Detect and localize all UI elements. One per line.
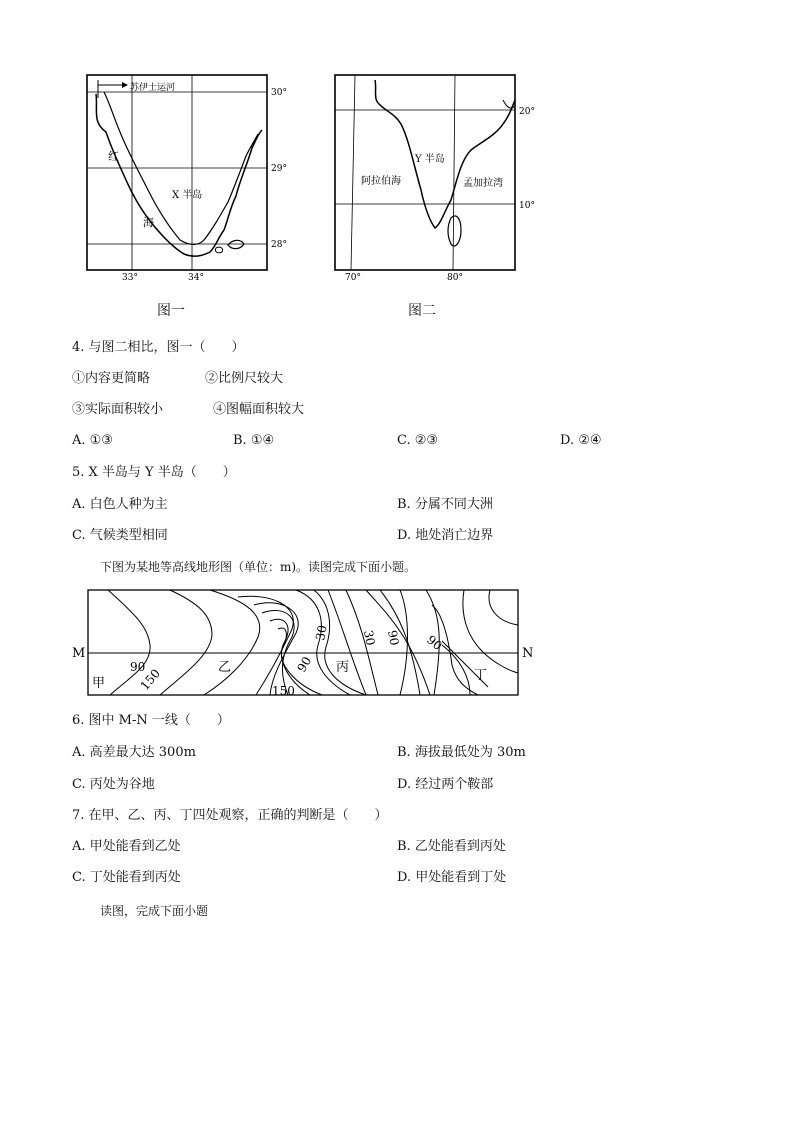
yi-label: 乙: [218, 660, 232, 675]
q4-choice-b[interactable]: B. ①④: [233, 433, 275, 448]
bing-label: 丙: [336, 660, 350, 675]
q7-choice-b[interactable]: B. 乙处能看到丙处: [397, 839, 506, 854]
lat-29-label: 29°: [271, 164, 287, 174]
lon-34-label: 34°: [188, 273, 204, 283]
q4-choice-d[interactable]: D. ②④: [560, 433, 602, 448]
contour-150-bottom: 150: [272, 684, 295, 698]
lon-70-label: 70°: [345, 273, 361, 283]
q4-choice-a[interactable]: A. ①③: [72, 433, 113, 448]
bay-of-bengal-label: 孟加拉湾: [463, 178, 503, 189]
contour-90-left: 90: [130, 660, 146, 674]
q6-choice-d[interactable]: D. 经过两个鞍部: [397, 777, 494, 792]
q5-choice-a[interactable]: A. 白色人种为主: [72, 497, 168, 512]
lat-20-label: 20°: [519, 107, 535, 117]
lon-33-label: 33°: [122, 273, 138, 283]
q4-option-4: ④图幅面积较大: [213, 402, 305, 417]
contour-30-a: 30: [313, 624, 330, 642]
sea-label: 海: [143, 216, 154, 229]
q7-choice-c[interactable]: C. 丁处能看到丙处: [72, 870, 181, 885]
q4-option-1: ①内容更简略: [72, 371, 151, 386]
y-peninsula-label: Y 半岛: [415, 154, 445, 165]
lat-10-label: 10°: [519, 201, 535, 211]
q5-choice-b[interactable]: B. 分属不同大洲: [397, 497, 493, 512]
q6-stem: 6. 图中 M-N 一线（ ）: [72, 713, 230, 728]
arabian-sea-label: 阿拉伯海: [361, 176, 401, 187]
q5-stem: 5. X 半岛与 Y 半岛（ ）: [72, 465, 236, 480]
q5-choice-c[interactable]: C. 气候类型相同: [72, 528, 168, 543]
q7-choice-d[interactable]: D. 甲处能看到丁处: [397, 870, 507, 885]
contour-90-mid: 90: [294, 654, 315, 675]
q4-option-2: ②比例尺较大: [205, 371, 284, 386]
q7-choice-a[interactable]: A. 甲处能看到乙处: [72, 839, 181, 854]
lat-30-label: 30°: [271, 88, 287, 98]
intro-next: 读图，完成下面小题: [100, 904, 209, 918]
figure-2-caption: 图二: [408, 303, 436, 319]
q6-choice-b[interactable]: B. 海拔最低处为 30m: [397, 745, 526, 760]
ding-label: 丁: [474, 668, 488, 683]
m-label: M: [72, 646, 86, 661]
lat-28-label: 28°: [271, 240, 287, 250]
contour-150-left: 150: [137, 666, 164, 693]
lon-80-label: 80°: [447, 273, 463, 283]
contour-30-b: 30: [361, 629, 378, 647]
red-label: 红: [108, 150, 119, 163]
figure-1-map: [80, 70, 310, 285]
q4-stem: 4. 与图二相比，图一（ ）: [72, 340, 245, 355]
q6-choice-a[interactable]: A. 高差最大达 300m: [72, 745, 196, 760]
q4-choice-c[interactable]: C. ②③: [397, 433, 439, 448]
q5-choice-d[interactable]: D. 地处消亡边界: [397, 528, 494, 543]
intro-contour: 下图为某地等高线地形图（单位：m)。读图完成下面小题。: [100, 560, 417, 574]
x-peninsula-label: X 半岛: [172, 190, 203, 201]
contour-map: [70, 585, 540, 705]
n-label: N: [522, 646, 534, 661]
jia-label: 甲: [92, 676, 106, 691]
q6-choice-c[interactable]: C. 丙处为谷地: [72, 777, 155, 792]
contour-90-right-a: 90: [385, 629, 402, 647]
q7-stem: 7. 在甲、乙、丙、丁四处观察，正确的判断是（ ）: [72, 808, 388, 823]
figure-2-map: [325, 70, 555, 285]
contour-90-right-b: 90: [424, 632, 445, 654]
figure-1-caption: 图一: [157, 303, 185, 319]
canal-label: 苏伊士运河: [130, 83, 176, 93]
q4-option-3: ③实际面积较小: [72, 402, 164, 417]
